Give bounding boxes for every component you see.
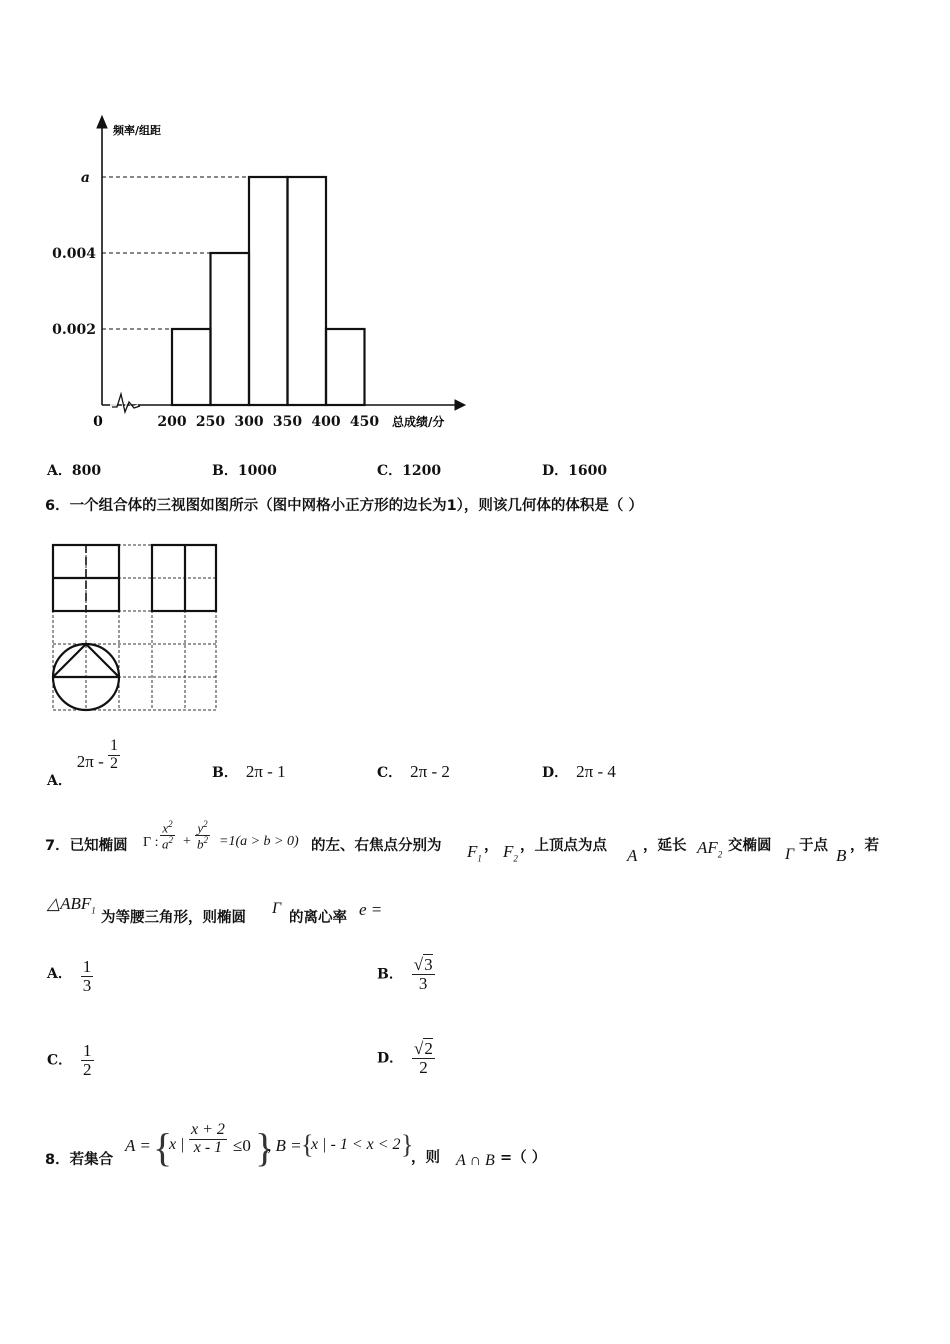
histogram-bar-2 xyxy=(211,253,250,405)
q7-option-a[interactable]: A． $\frac{1}{3}$ xyxy=(47,957,92,995)
q6-option-a-fraction: $\frac{1}{2}$ xyxy=(110,737,118,772)
q5-option-a[interactable]: A．800 xyxy=(47,463,102,479)
y-tick-label-2: 0.004 xyxy=(52,246,96,262)
y-tick-label-3: a xyxy=(80,170,90,186)
q6-option-a[interactable]: A． 2π - $\frac{1}{2}$ xyxy=(47,737,118,790)
q7-option-c[interactable]: C． $\frac{1}{2}$ xyxy=(47,1041,92,1079)
q5-option-d[interactable]: D．1600 xyxy=(542,463,608,479)
x-axis-label: 总成绩/分 xyxy=(392,415,445,429)
q7-stem-line2: $\triangle ABF_1$ 为等腰三角形，则椭圆 Γ 的离心率 e = xyxy=(47,894,383,926)
q6-stem: 6．一个组合体的三视图如图所示（图中网格小正方形的边长为1），则该几何体的体积是（ ） xyxy=(45,498,643,514)
q5-option-c[interactable]: C．1200 xyxy=(377,463,442,479)
y-axis-label: 频率/组距 xyxy=(113,124,162,137)
x-tick-label-300: 300 xyxy=(234,414,264,430)
q6-option-a-lead: 2π - xyxy=(76,752,108,772)
q5-option-b[interactable]: B．1000 xyxy=(212,463,277,479)
x-axis-arrow-icon xyxy=(455,400,465,410)
q7-option-d[interactable]: D． $\frac{√2}{2}$ xyxy=(377,1039,433,1077)
histogram-bar-3 xyxy=(249,177,288,405)
origin-label: 0 xyxy=(93,414,103,430)
q8-fraction: $\frac{x + 2}{x - 1}$ xyxy=(191,1121,225,1156)
q6-option-c[interactable]: C． 2π - 2 xyxy=(377,762,450,781)
q7-frac-y: $\frac{y^2}{b^2}$ xyxy=(197,819,208,852)
x-tick-label-450: 450 xyxy=(349,414,380,430)
x-tick-label-200: 200 xyxy=(157,414,187,430)
histogram-bar-1 xyxy=(172,329,211,405)
q6-option-b[interactable]: B． 2π - 1 xyxy=(212,762,286,781)
y-tick-label-1: 0.002 xyxy=(52,322,96,338)
x-tick-label-350: 350 xyxy=(272,414,303,430)
histogram-bar-4 xyxy=(288,177,327,405)
q7-option-b[interactable]: B． $\frac{√3}{3}$ xyxy=(377,955,433,993)
histogram-bar-5 xyxy=(326,329,365,405)
y-axis-arrow-icon xyxy=(97,116,107,128)
x-tick-label-400: 400 xyxy=(311,414,341,430)
q8-stem: 8．若集合 A = { x | $\frac{x + 2}{x - 1}$ ≤0 } , B = { x | - 1 < x < 2 } ，则 A ∩ B =（ ） xyxy=(45,1121,547,1170)
q6-option-d[interactable]: D． 2π - 4 xyxy=(542,762,616,781)
three-view-diagram xyxy=(50,542,220,714)
q7-frac-x: $\frac{x^2}{a^2}$ xyxy=(162,819,173,852)
x-tick-label-250: 250 xyxy=(195,414,226,430)
frequency-histogram xyxy=(40,110,470,440)
